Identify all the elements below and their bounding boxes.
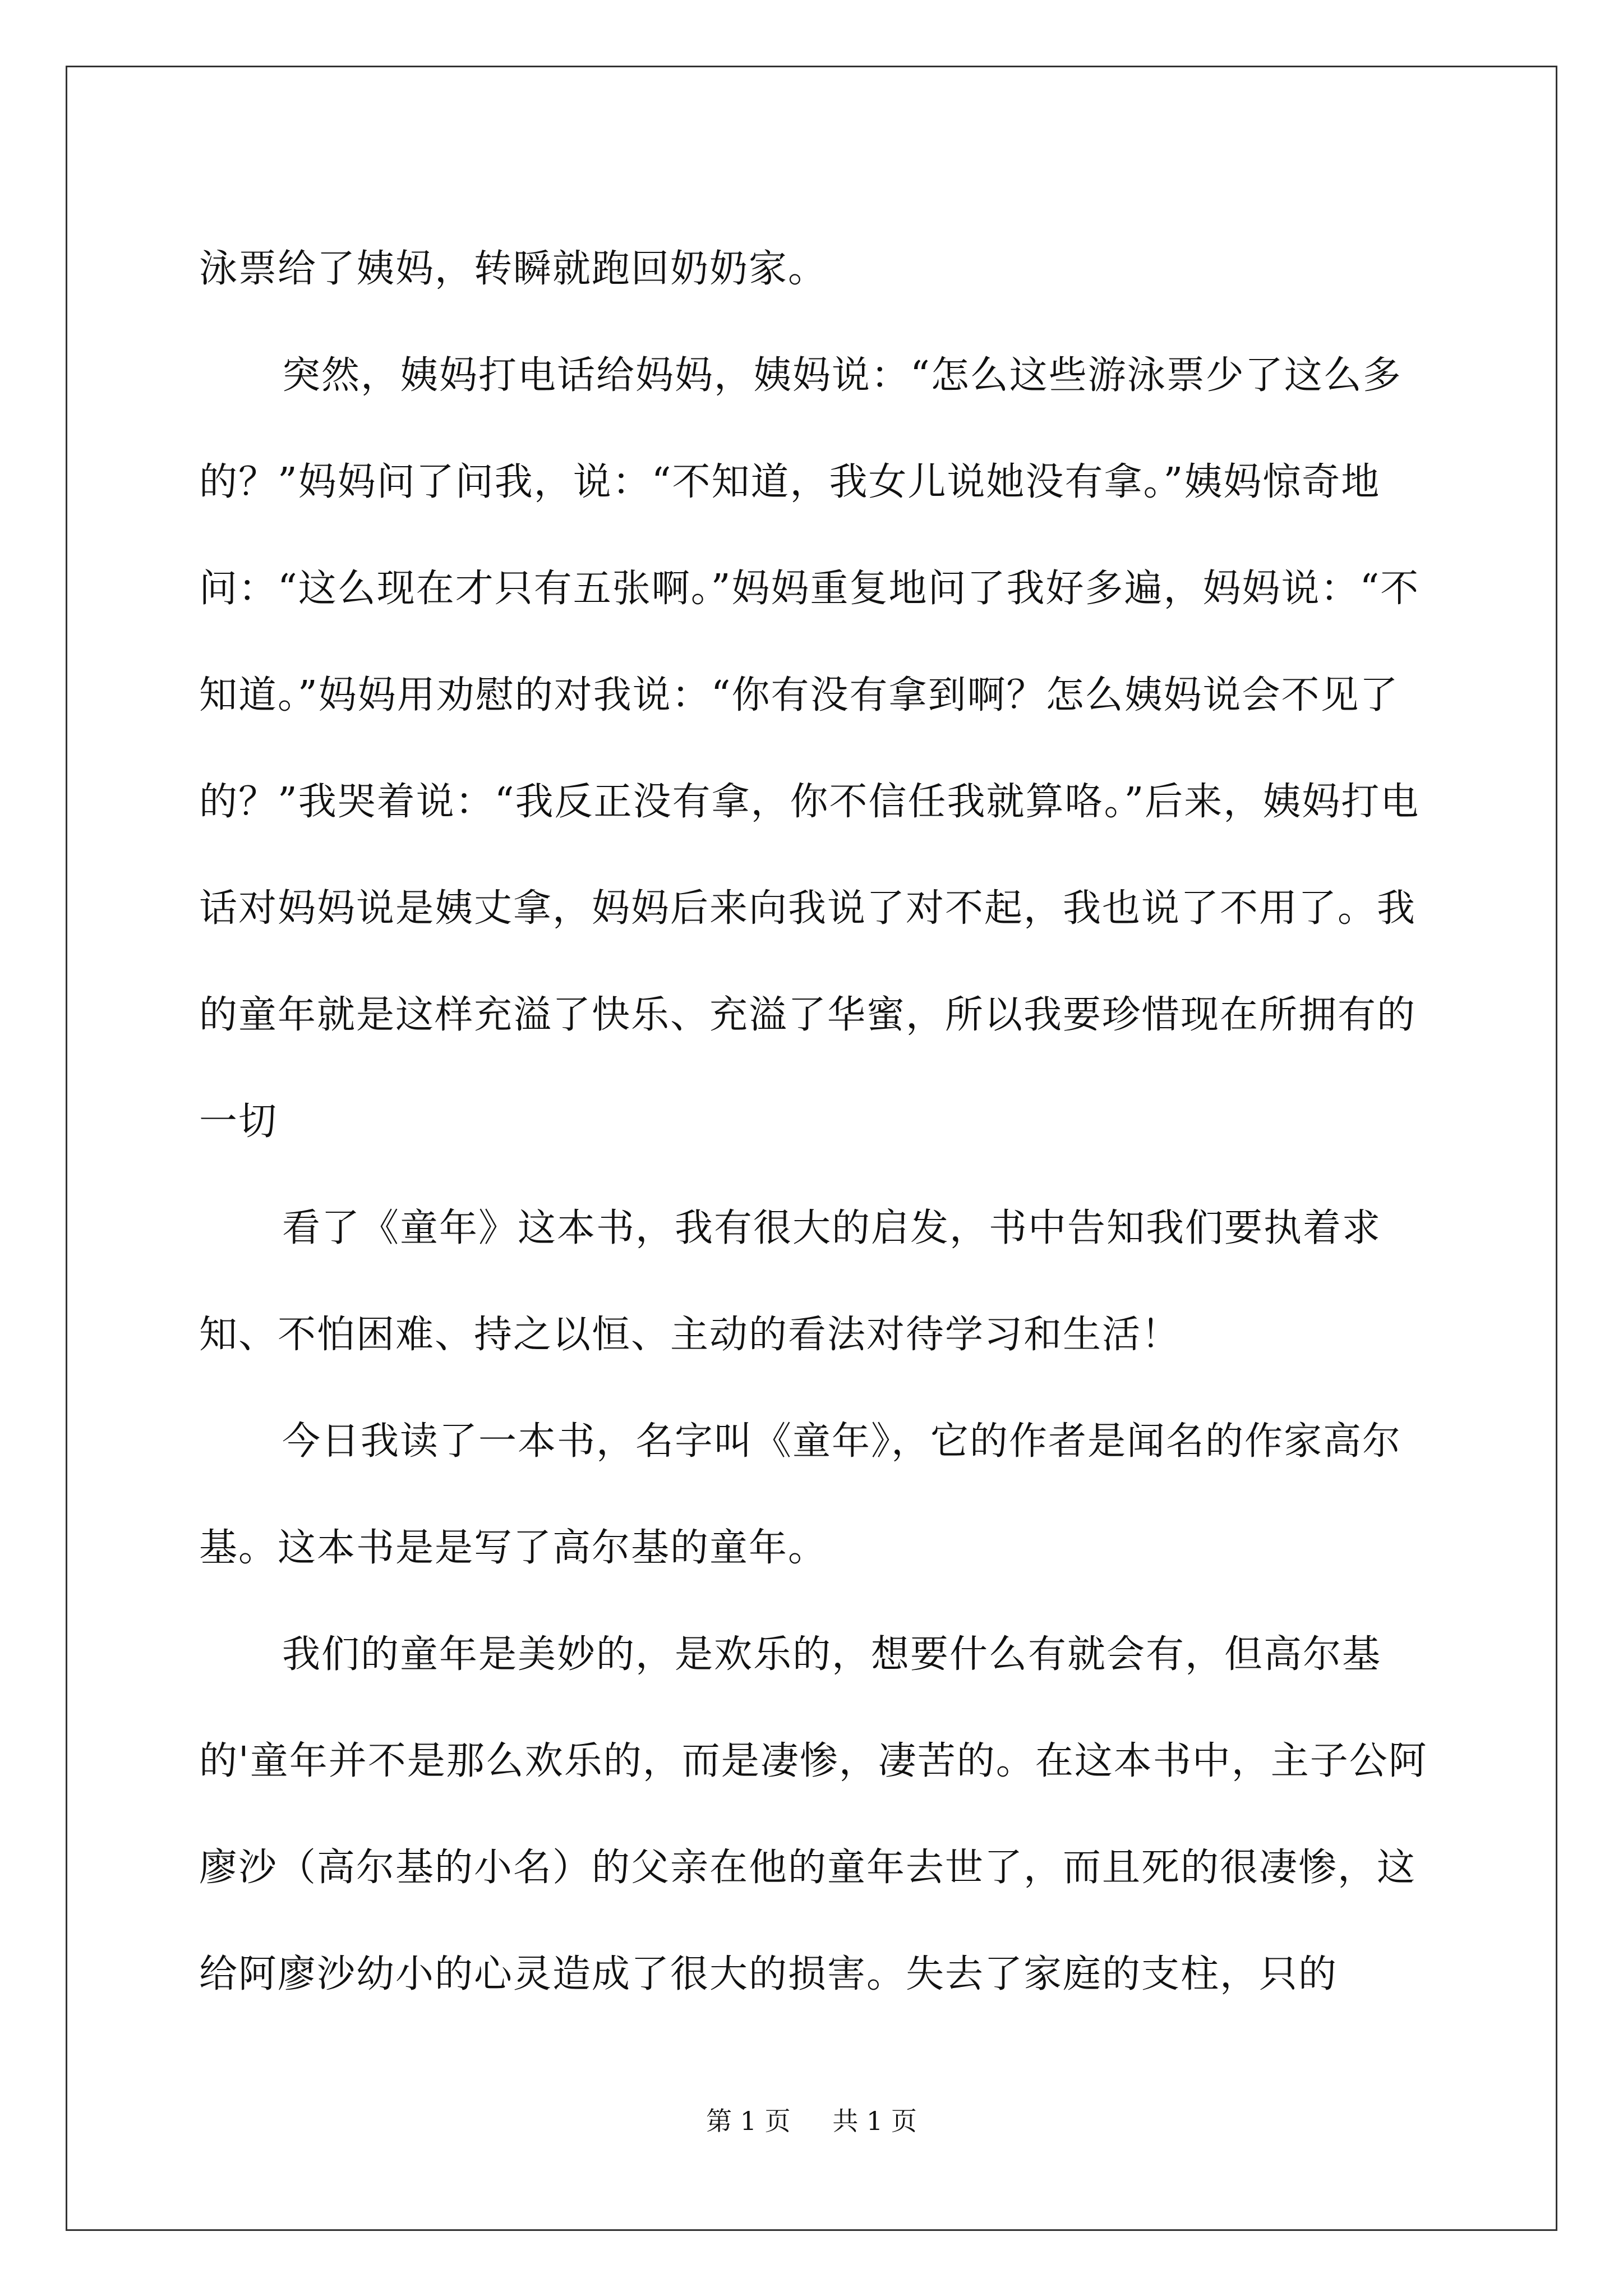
page-footer	[0, 2101, 1623, 2138]
paragraph-3: 看了《童年》这本书，我有很大的启发，书中告知我们要执着求知、不怕困难、持之以恒、主动的看法对待学习和生活！	[199, 1206, 1382, 1357]
paragraph-4: 今日我读了一本书，名字叫《童年》，它的作者是闻名的作家高尔基。这本书是是写了高尔基的童年。	[199, 1419, 1402, 1570]
paragraph-2: 突然，姨妈打电话给妈妈，姨妈说：“怎么这些游泳票少了这么多的？”妈妈问了问我，说：“不知道，我女儿说她没有拿。”姨妈惊奇地问：“这么现在才只有五张啊。”妈妈重复地问了我好多遍，妈妈说：“不知道。”妈妈用劝慰的对我说：“你有没有拿到啊？怎么姨妈说会不见了的？”我哭着说：“我反正没有拿，你不信任我就算咯。”后来，姨妈打电话对妈妈说是姨丈拿，妈妈后来向我说了对不起，我也说了不用了。我的童年就是这样充溢了快乐、充溢了华蜜，所以我要珍惜现在所拥有的一切	[199, 353, 1420, 1144]
total-pages: 共 1 页	[832, 2106, 917, 2136]
paragraph-5: 我们的童年是美妙的，是欢乐的，想要什么有就会有，但高尔基的'童年并不是那么欢乐的，而是凄惨，凄苦的。在这本书中，主子公阿廖沙（高尔基的小名）的父亲在他的童年去世了，而且死的很凄惨，这给阿廖沙幼小的心灵造成了很大的损害。失去了家庭的支柱，只的	[199, 1632, 1428, 1996]
paragraph-1: 泳票给了姨妈，转瞬就跑回奶奶家。	[199, 247, 828, 291]
document-body	[199, 216, 1433, 2028]
page-number: 第 1 页	[706, 2106, 791, 2136]
